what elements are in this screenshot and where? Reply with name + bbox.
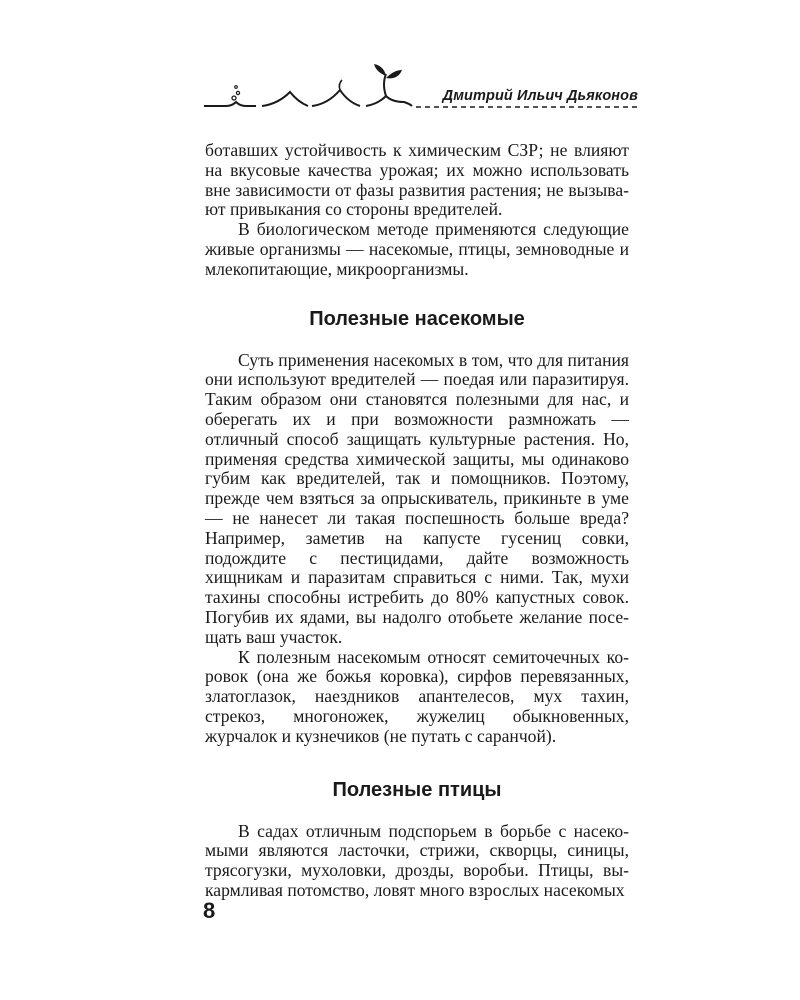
page-body — [205, 141, 629, 901]
sprout-mound-3 — [366, 96, 412, 106]
sprout-mound-1 — [262, 92, 308, 106]
seed-dot — [232, 96, 236, 100]
body-paragraph: К полезным насекомым относят семиточечных коровок (она же божья коровка), сирфов перевязанных, златоглазок, наездников апантелесов, мух тахин, стрекоз, многоножек, жужелиц обыкновенных, журчалок и кузнечиков (не путать с саранчой). — [205, 646, 629, 746]
body-paragraph: Суть применения насекомых в том, что для питания они используют вредителей — поедая или паразитируя. Таким образом они становятся полезными для нас, и оберегать их и при возможности размножать — отличный способ защищать культурные растения. Но, применяя средства химической защиты, мы одинаково губим как вредителей, так и помощников. Поэтому, прежде чем взяться за опрыскиватель, прикиньте в уме — не нанесет ли такая поспешность больше вреда? Например, заметив на капусте гусениц совки, подождите с пестицидами, дайте возможность хищникам и паразитам справиться с ними. Так, мухи тахины способны истребить до 80% капустных совок. Погубив их ядами, вы надолго отобьете желание посещать ваш участок. — [205, 349, 629, 647]
section-heading-birds: Полезные птицы — [332, 778, 502, 801]
body-paragraph: В садах отличным подспорьем в борьбе с насекомыми являются ласточки, стрижи, скворцы, синицы, трясогузки, мухоловки, дрозды, воробьи. Птицы, выкармливая потомство, ловят много взрослых насекомых — [205, 820, 629, 900]
sprout-leaf-right — [386, 70, 402, 78]
sprout-stem — [384, 74, 386, 96]
running-header-author: Дмитрий Ильич Дьяконов — [442, 88, 638, 104]
running-header — [200, 62, 640, 122]
sprout-leaf-left — [374, 64, 386, 76]
seed-dot — [235, 86, 238, 89]
body-paragraph: ботавших устойчивость к химическим СЗР; не влияют на вкусовые качества урожая; их можно использовать вне зависимости от фазы развития растения; не вызывают привыкания со стороны вредителей. — [205, 140, 629, 220]
body-paragraph: В биологическом методе применяются следующие живые организмы — насекомые, птицы, земноводные и млекопитающие, микроорганизмы. — [205, 219, 629, 279]
sprout-mound-2 — [312, 90, 360, 106]
seed-dot — [236, 91, 239, 94]
sprout-stem-small — [339, 80, 342, 90]
ground-line — [204, 102, 256, 106]
section-heading-insects: Полезные насекомые — [309, 307, 525, 330]
page-number: 8 — [203, 898, 216, 923]
